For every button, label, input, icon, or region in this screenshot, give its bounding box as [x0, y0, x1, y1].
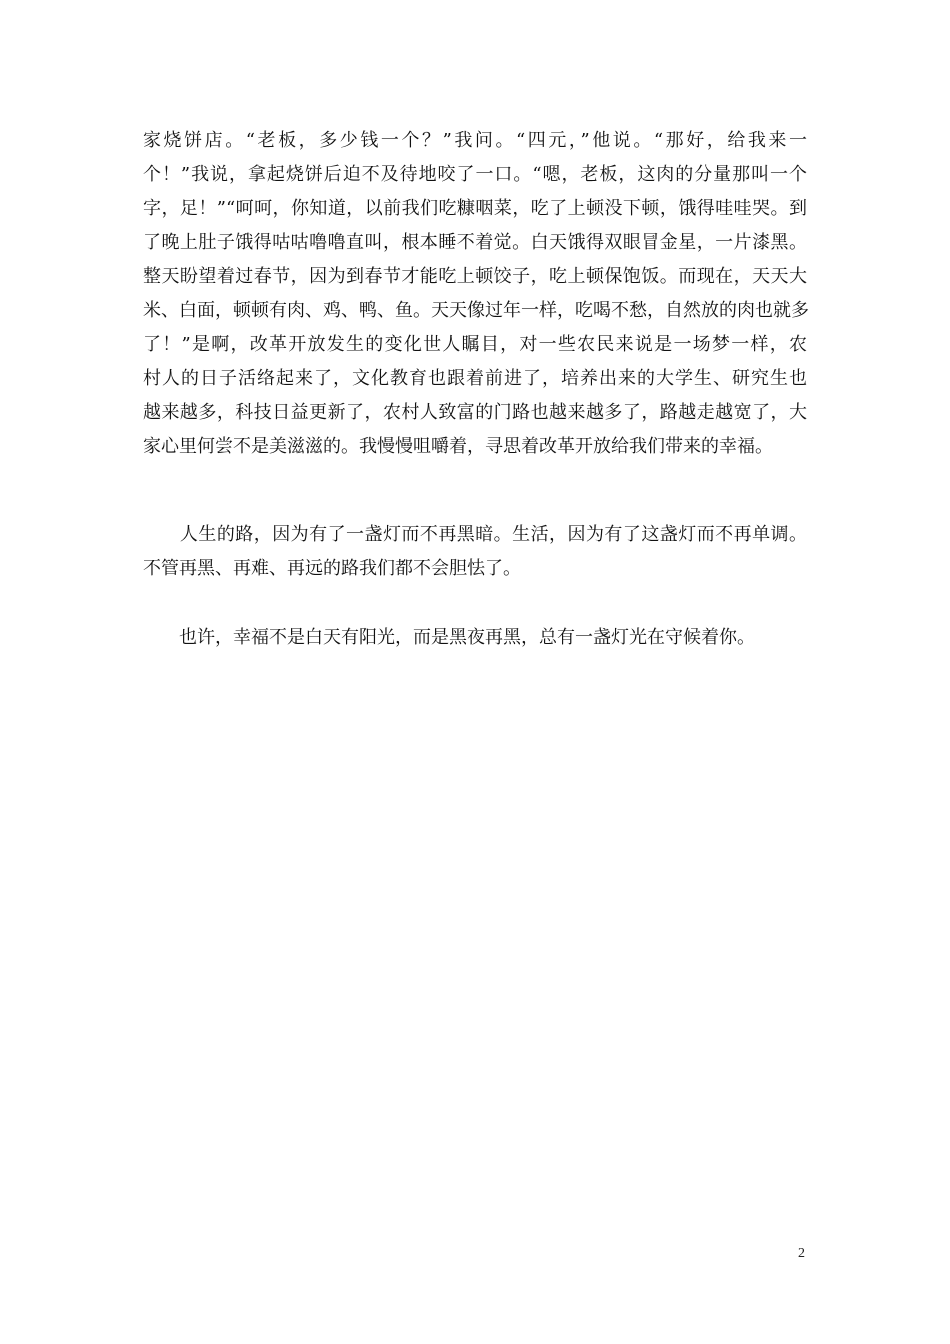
paragraph-line: 家心里何尝不是美滋滋的。我慢慢咀嚼着，寻思着改革开放给我们带来的幸福。	[143, 436, 773, 457]
paragraph-line: 家烧饼店。“老板，多少钱一个？”我问。“四元，”他说。“那好，给我来一	[143, 130, 807, 151]
paragraph-3	[143, 621, 807, 655]
paragraph-line: 了晚上肚子饿得咕咕噜噜直叫，根本睡不着觉。白天饿得双眼冒金星，一片漆黑。	[143, 232, 807, 253]
paragraph-line: 不管再黑、再难、再远的路我们都不会胆怯了。	[143, 558, 521, 579]
paragraph-line: 了！”是啊，改革开放发生的变化世人瞩目，对一些农民来说是一场梦一样，农	[143, 334, 807, 355]
page-number: 2	[798, 1246, 805, 1261]
paragraph-line: 个！”我说，拿起烧饼后迫不及待地咬了一口。“嗯，老板，这肉的分量那叫一个	[143, 164, 807, 185]
paragraph-1	[143, 124, 807, 464]
paragraph-line: 米、白面，顿顿有肉、鸡、鸭、鱼。天天像过年一样，吃喝不愁，自然放的肉也就多	[143, 300, 809, 321]
paragraph-line: 越来越多，科技日益更新了，农村人致富的门路也越来越多了，路越走越宽了，大	[143, 402, 807, 423]
paragraph-line: 整天盼望着过春节，因为到春节才能吃上顿饺子，吃上顿保饱饭。而现在，天天大	[143, 266, 807, 287]
paragraph-line: 也许，幸福不是白天有阳光，而是黑夜再黑，总有一盏灯光在守候着你。	[143, 627, 755, 648]
paragraph-line: 字，足！”“呵呵，你知道，以前我们吃糠咽菜，吃了上顿没下顿，饿得哇哇哭。到	[143, 198, 807, 219]
paragraph-line: 人生的路，因为有了一盏灯而不再黑暗。生活，因为有了这盏灯而不再单调。	[143, 524, 807, 545]
paragraph-line: 村人的日子活络起来了，文化教育也跟着前进了，培养出来的大学生、研究生也	[143, 368, 807, 389]
paragraph-2	[143, 518, 807, 586]
